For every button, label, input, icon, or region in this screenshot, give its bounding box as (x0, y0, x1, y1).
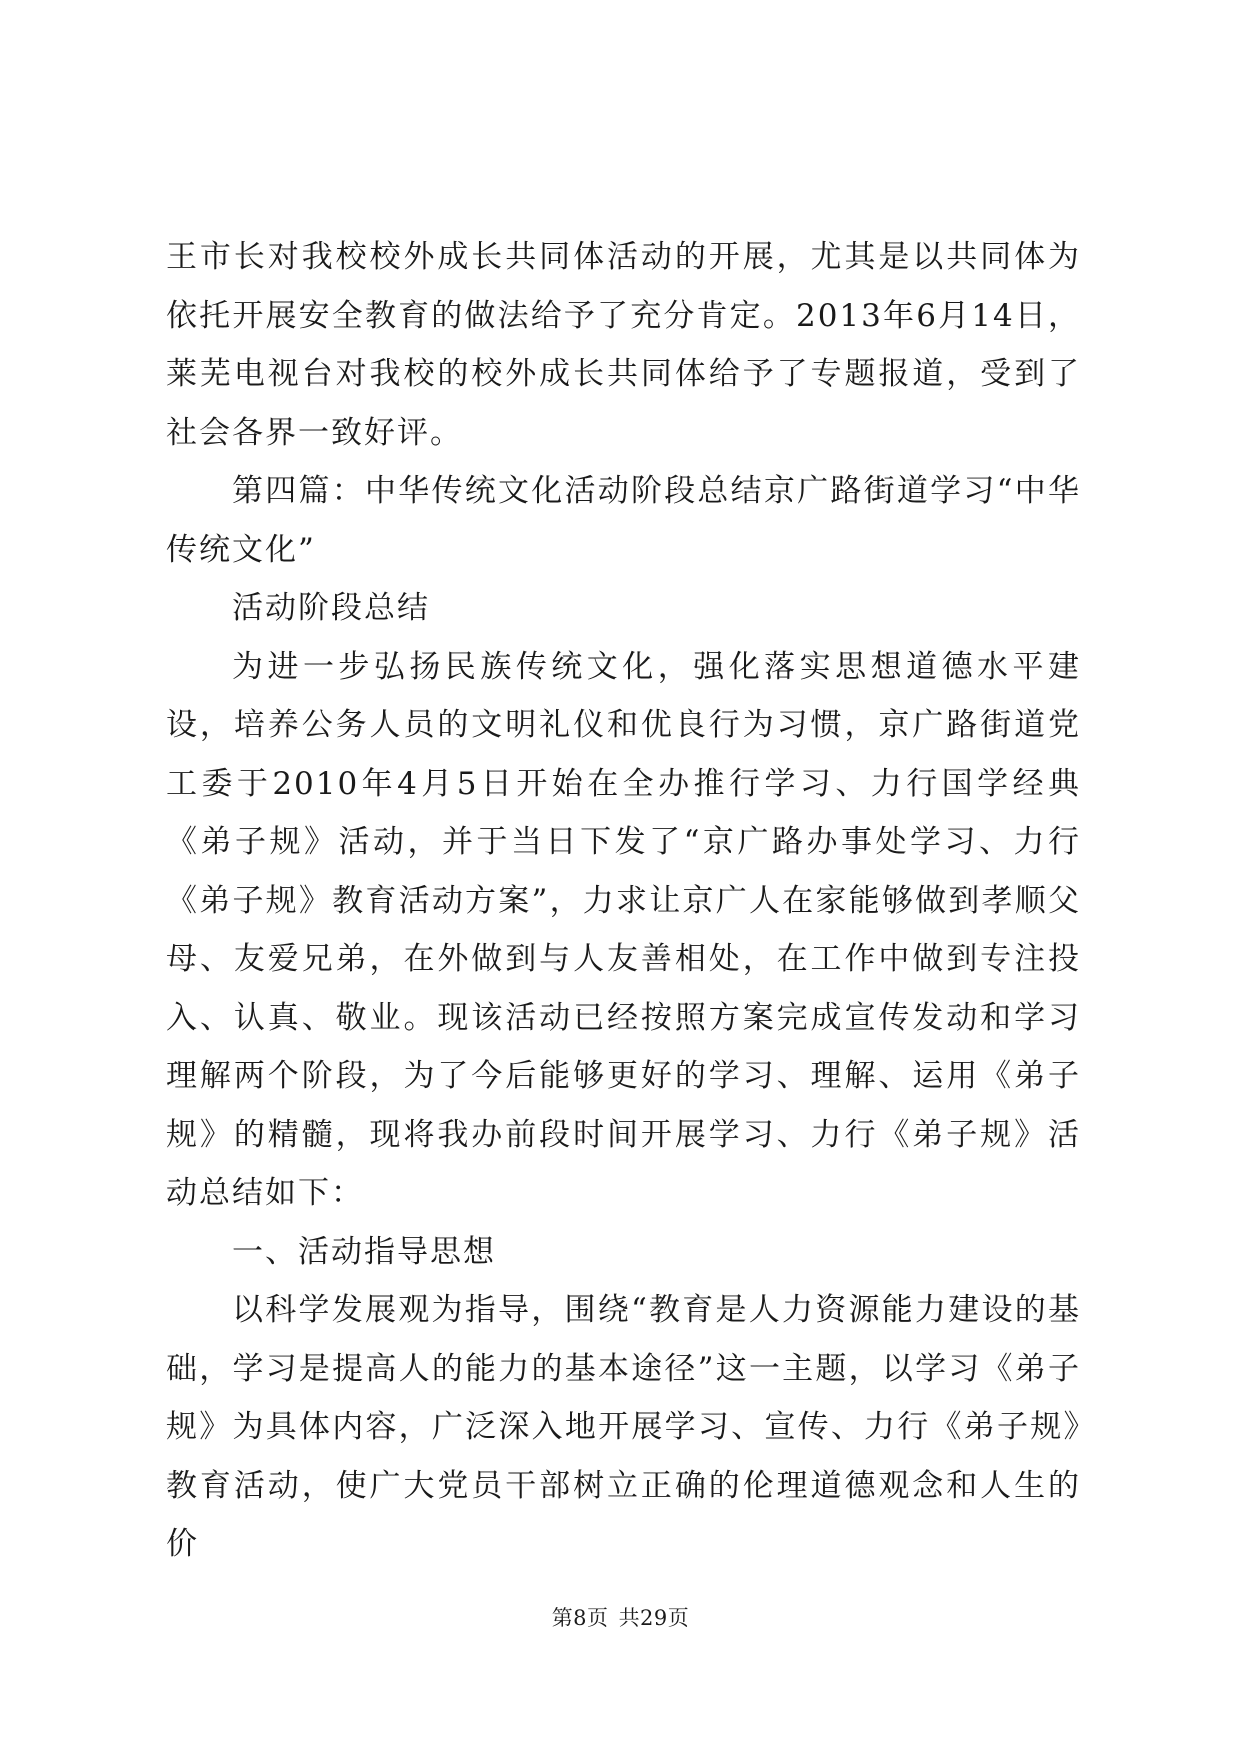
paragraph-continuation: 王市长对我校校外成长共同体活动的开展，尤其是以共同体为依托开展安全教育的做法给予了充分肯定。2013年6月14日，莱芜电视台对我校的校外成长共同体给予了专题报道，受到了社会各界一致好评。 (166, 239, 1081, 451)
document-body (166, 228, 1081, 1574)
page-footer (0, 1602, 1241, 1632)
paragraph-intro: 为进一步弘扬民族传统文化，强化落实思想道德水平建设，培养公务人员的文明礼仪和优良行为习惯，京广路街道党工委于2010年4月5日开始在全办推行学习、力行国学经典《弟子规》活动，并于当日下发了“京广路办事处学习、力行《弟子规》教育活动方案”，力求让京广人在家能够做到孝顺父母、友爱兄弟，在外做到与人友善相处，在工作中做到专注投入、认真、敬业。现该活动已经按照方案完成宣传发动和学习理解两个阶段，为了今后能够更好的学习、理解、运用《弟子规》的精髓，现将我办前段时间开展学习、力行《弟子规》活动总结如下： (166, 648, 1081, 1211)
page-total: 共29页 (618, 1606, 690, 1630)
section-heading-part-four: 第四篇：中华传统文化活动阶段总结京广路街道学习“中华传统文化” (166, 473, 1081, 568)
section-subtitle: 活动阶段总结 (232, 590, 430, 626)
page-number: 第8页 (551, 1606, 609, 1630)
paragraph-guiding-ideology: 以科学发展观为指导，围绕“教育是人力资源能力建设的基础，学习是提高人的能力的基本途径”这一主题，以学习《弟子规》为具体内容，广泛深入地开展学习、宣传、力行《弟子规》教育活动，使广大党员干部树立正确的伦理道德观念和人生的价 (166, 1292, 1081, 1562)
heading-guiding-ideology: 一、活动指导思想 (232, 1233, 496, 1270)
